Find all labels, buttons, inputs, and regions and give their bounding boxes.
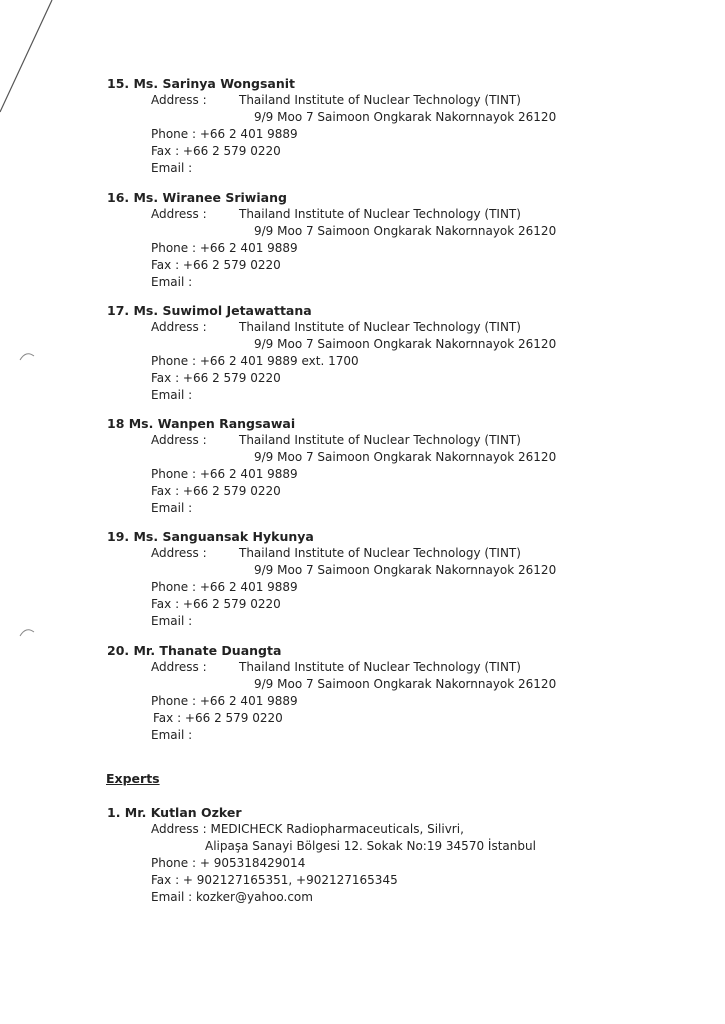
participant-name: 17. Ms. Suwimol Jetawattana [107, 303, 312, 318]
address-line [107, 319, 556, 336]
email-line: Email : [151, 728, 193, 742]
participant-entry [107, 189, 556, 291]
address-line2: 9/9 Moo 7 Saimoon Ongkarak Nakornnayok 26120 [254, 337, 557, 351]
address-line [107, 659, 556, 676]
punch-hole-mark [18, 626, 38, 638]
participant-entry [107, 302, 556, 404]
email-line: Email : [151, 275, 193, 289]
fax-line: Fax : +66 2 579 0220 [151, 371, 281, 385]
participant-name: 18 Ms. Wanpen Rangsawai [107, 416, 296, 431]
address-line2: 9/9 Moo 7 Saimoon Ongkarak Nakornnayok 26120 [254, 224, 557, 238]
expert-entry [107, 804, 536, 906]
address-line1: Thailand Institute of Nuclear Technology (TINT) [239, 93, 521, 107]
email-line: Email : [151, 161, 193, 175]
address-line1: Thailand Institute of Nuclear Technology (TINT) [239, 546, 521, 560]
phone-line: Phone : +66 2 401 9889 [151, 467, 298, 481]
phone-line: Phone : +66 2 401 9889 [151, 580, 298, 594]
participant-name: 20. Mr. Thanate Duangta [107, 643, 282, 658]
fax-line: Fax : + 902127165351, +902127165345 [151, 873, 398, 887]
address-line [107, 545, 556, 562]
address-line2: Alipaşa Sanayi Bölgesi 12. Sokak No:19 34570 İstanbul [205, 839, 536, 853]
fax-line: Fax : +66 2 579 0220 [151, 144, 281, 158]
address-label: Address : [151, 93, 207, 107]
experts-heading: Experts [106, 771, 160, 786]
address-line [107, 432, 556, 449]
participant-entry [107, 415, 556, 517]
participant-entry [107, 642, 556, 744]
address-label: Address : [151, 207, 207, 221]
expert-name: 1. Mr. Kutlan Ozker [107, 805, 242, 820]
address-line [107, 92, 556, 109]
phone-line: Phone : + 905318429014 [151, 856, 306, 870]
address-line1: Thailand Institute of Nuclear Technology (TINT) [239, 207, 521, 221]
email-line: Email : kozker@yahoo.com [151, 890, 313, 904]
address-label: Address : [151, 660, 207, 674]
address-label: Address : [151, 546, 207, 560]
fax-line: Fax : +66 2 579 0220 [151, 484, 281, 498]
email-line: Email : [151, 388, 193, 402]
punch-hole-mark [18, 350, 38, 362]
address-line1: Address : MEDICHECK Radiopharmaceuticals, Silivri, [151, 822, 464, 836]
phone-line: Phone : +66 2 401 9889 [151, 241, 298, 255]
participant-name: 15. Ms. Sarinya Wongsanit [107, 76, 296, 91]
scan-corner-fold [0, 0, 60, 120]
email-line: Email : [151, 501, 193, 515]
participant-entry [107, 528, 556, 630]
address-label: Address : [151, 320, 207, 334]
participant-entry [107, 75, 556, 177]
phone-line: Phone : +66 2 401 9889 [151, 694, 298, 708]
email-line: Email : [151, 614, 193, 628]
address-line1: Thailand Institute of Nuclear Technology (TINT) [239, 320, 521, 334]
fax-line: Fax : +66 2 579 0220 [153, 711, 283, 725]
participant-name: 16. Ms. Wiranee Sriwiang [107, 190, 287, 205]
address-line1: Thailand Institute of Nuclear Technology (TINT) [239, 433, 521, 447]
address-line2: 9/9 Moo 7 Saimoon Ongkarak Nakornnayok 26120 [254, 563, 557, 577]
address-line2: 9/9 Moo 7 Saimoon Ongkarak Nakornnayok 26120 [254, 450, 557, 464]
address-label: Address : [151, 433, 207, 447]
fax-line: Fax : +66 2 579 0220 [151, 597, 281, 611]
address-line2: 9/9 Moo 7 Saimoon Ongkarak Nakornnayok 26120 [254, 677, 557, 691]
address-line1: Thailand Institute of Nuclear Technology (TINT) [239, 660, 521, 674]
address-line2: 9/9 Moo 7 Saimoon Ongkarak Nakornnayok 26120 [254, 110, 557, 124]
phone-line: Phone : +66 2 401 9889 ext. 1700 [151, 354, 359, 368]
participant-name: 19. Ms. Sanguansak Hykunya [107, 529, 314, 544]
address-line [107, 206, 556, 223]
fax-line: Fax : +66 2 579 0220 [151, 258, 281, 272]
phone-line: Phone : +66 2 401 9889 [151, 127, 298, 141]
